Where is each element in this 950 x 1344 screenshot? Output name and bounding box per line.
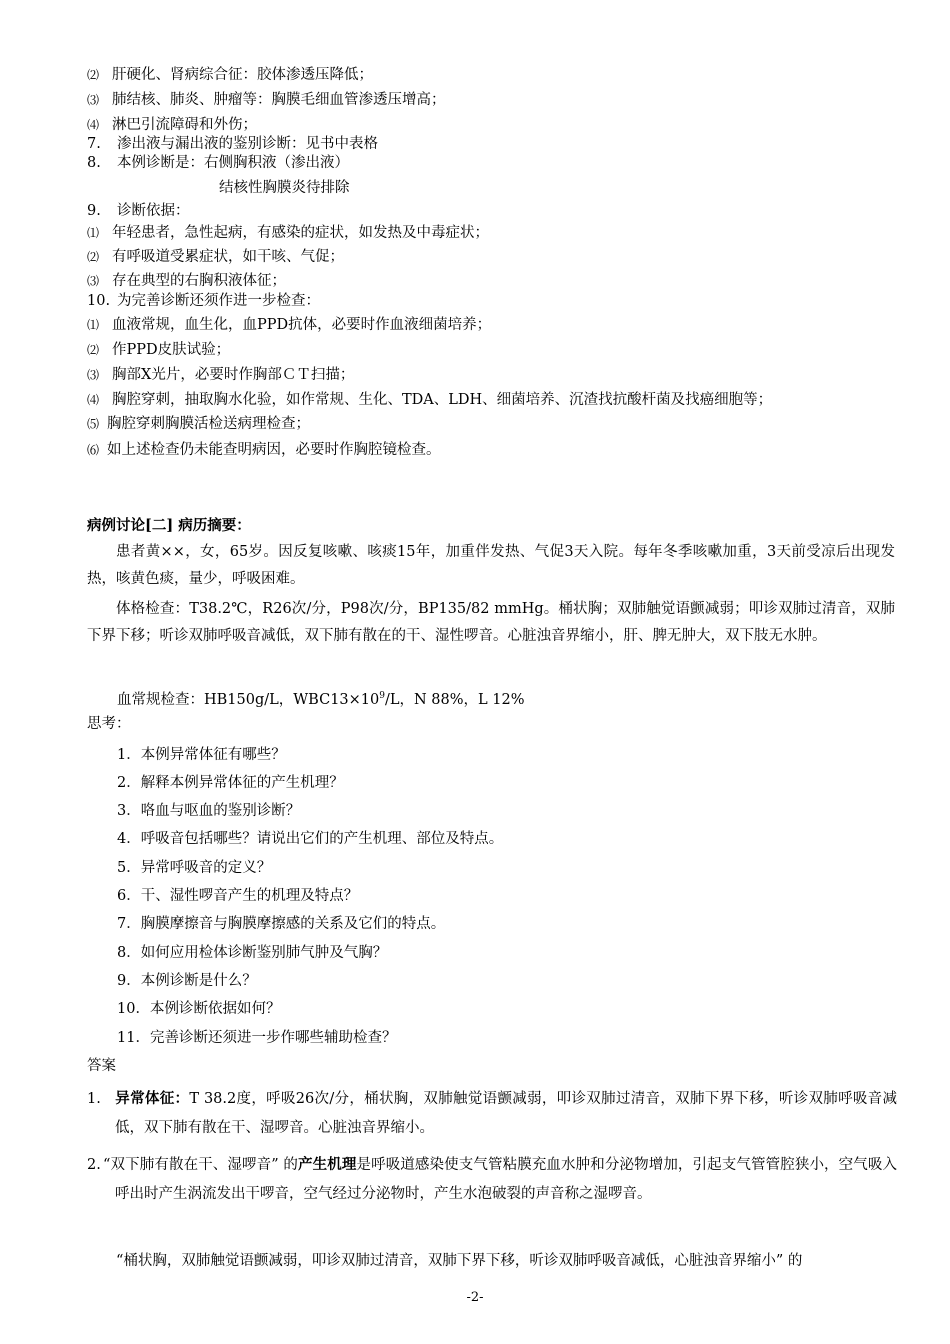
question-item: 4．呼吸音包括哪些？请说出它们的产生机理、部位及特点。	[117, 831, 504, 847]
answer-2: 2. “双下肺有散在干、湿啰音” 的产生机理是呼吸道感染使支气管粘膜充血水肿和分泌物增加，引起支气管管腔狭小，空气吸入呼出时产生涡流发出干啰音，空气经过分泌物时，产生水泡破裂的声音称之湿啰音。	[87, 1156, 898, 1202]
list-item: ⑴ 年轻患者，急性起病，有感染的症状，如发热及中毒症状；	[87, 225, 489, 241]
question-item: 6．干、湿性啰音产生的机理及特点？	[117, 888, 359, 904]
blood-test: 血常规检查：HB150g/L，$WBC13\times 10^9/L$，N 88%，L 12%	[117, 691, 525, 708]
item-8-line2: 结核性胸膜炎待排除	[219, 180, 350, 196]
answer-3-partial: “桶状胸，双肺触觉语颤减弱，叩诊双肺过清音，双肺下界下移，听诊双肺呼吸音减低，心脏浊音界缩小” 的	[116, 1253, 803, 1269]
case-history: 患者黄××，女，65岁。因反复咳嗽、咳痰15年，加重伴发热、气促3天入院。每年冬季咳嗽加重，3天前受凉后出现发热，咳黄色痰，量少，呼吸困难。	[87, 544, 895, 587]
question-item: 8．如何应用检体诊断鉴别肺气肿及气胸？	[117, 945, 388, 961]
answer-1: 1. 异常体征：T 38.2度，呼吸26次/分，桶状胸，双肺触觉语颤减弱，叩诊双肺过清音，双肺下界下移，听诊双肺呼吸音减低，双下肺有散在干、湿啰音。心脏浊音界缩小。	[87, 1090, 897, 1136]
page-number: -2-	[466, 1290, 484, 1305]
list-item: ⑵ 作PPD皮肤试验；	[87, 342, 231, 358]
item-10: 10. 为完善诊断还须作进一步检查：	[87, 293, 320, 309]
question-item: 10．本例诊断依据如何？	[117, 1001, 281, 1017]
item-7: 7. 渗出液与漏出液的鉴别诊断：见书中表格	[87, 136, 378, 152]
question-item: 11．完善诊断还须进一步作哪些辅助检查？	[117, 1030, 397, 1046]
question-item: 7．胸膜摩擦音与胸膜摩擦感的关系及它们的特点。	[117, 916, 446, 932]
list-item: ⑴ 血液常规，血生化，血PPD抗体，必要时作血液细菌培养；	[87, 317, 492, 333]
question-item: 9．本例诊断是什么？	[117, 973, 257, 989]
question-item: 3．咯血与呕血的鉴别诊断？	[117, 803, 301, 819]
list-item: ⑵ 肝硬化、肾病综合征：胶体渗透压降低；	[87, 67, 373, 83]
case-title: 病例讨论[二] 病历摘要：	[87, 517, 251, 534]
item-9: 9. 诊断依据：	[87, 203, 190, 219]
list-item: ⑷ 淋巴引流障碍和外伤；	[87, 117, 257, 133]
question-item: 5．异常呼吸音的定义？	[117, 860, 272, 876]
case-exam: 体格检查：T38.2℃，R26次/分，P98次/分，BP135/82 mmHg。桶状胸；双肺触觉语颤减弱；叩诊双肺过清音，双肺下界下移；听诊双肺呼吸音减低，双下肺有散在的干、湿性啰音。心脏浊音界缩小，肝、脾无肿大，双下肢无水肿。	[87, 601, 895, 644]
list-item: ⑸ 胸腔穿刺胸膜活检送病理检查；	[87, 416, 310, 432]
list-item: ⑶ 胸部X光片，必要时作胸部ＣＴ扫描；	[87, 367, 355, 383]
question-item: 1．本例异常体征有哪些？	[117, 747, 286, 763]
question-item: 2．解释本例异常体征的产生机理？	[117, 775, 344, 791]
list-item: ⑹ 如上述检查仍未能查明病因，必要时作胸腔镜检查。	[87, 442, 441, 458]
list-item: ⑶ 存在典型的右胸积液体征；	[87, 273, 286, 289]
item-8: 8. 本例诊断是：右侧胸积液（渗出液）	[87, 155, 349, 171]
list-item: ⑵ 有呼吸道受累症状，如干咳、气促；	[87, 249, 344, 265]
think-label: 思考：	[87, 716, 131, 732]
answer-label: 答案	[87, 1058, 116, 1074]
list-item: ⑶ 肺结核、肺炎、肿瘤等：胸膜毛细血管渗透压增高；	[87, 92, 446, 108]
list-item: ⑷ 胸腔穿刺，抽取胸水化验，如作常规、生化、TDA、LDH、细菌培养、沉渣找抗酸杆菌及找癌细胞等；	[87, 392, 773, 408]
